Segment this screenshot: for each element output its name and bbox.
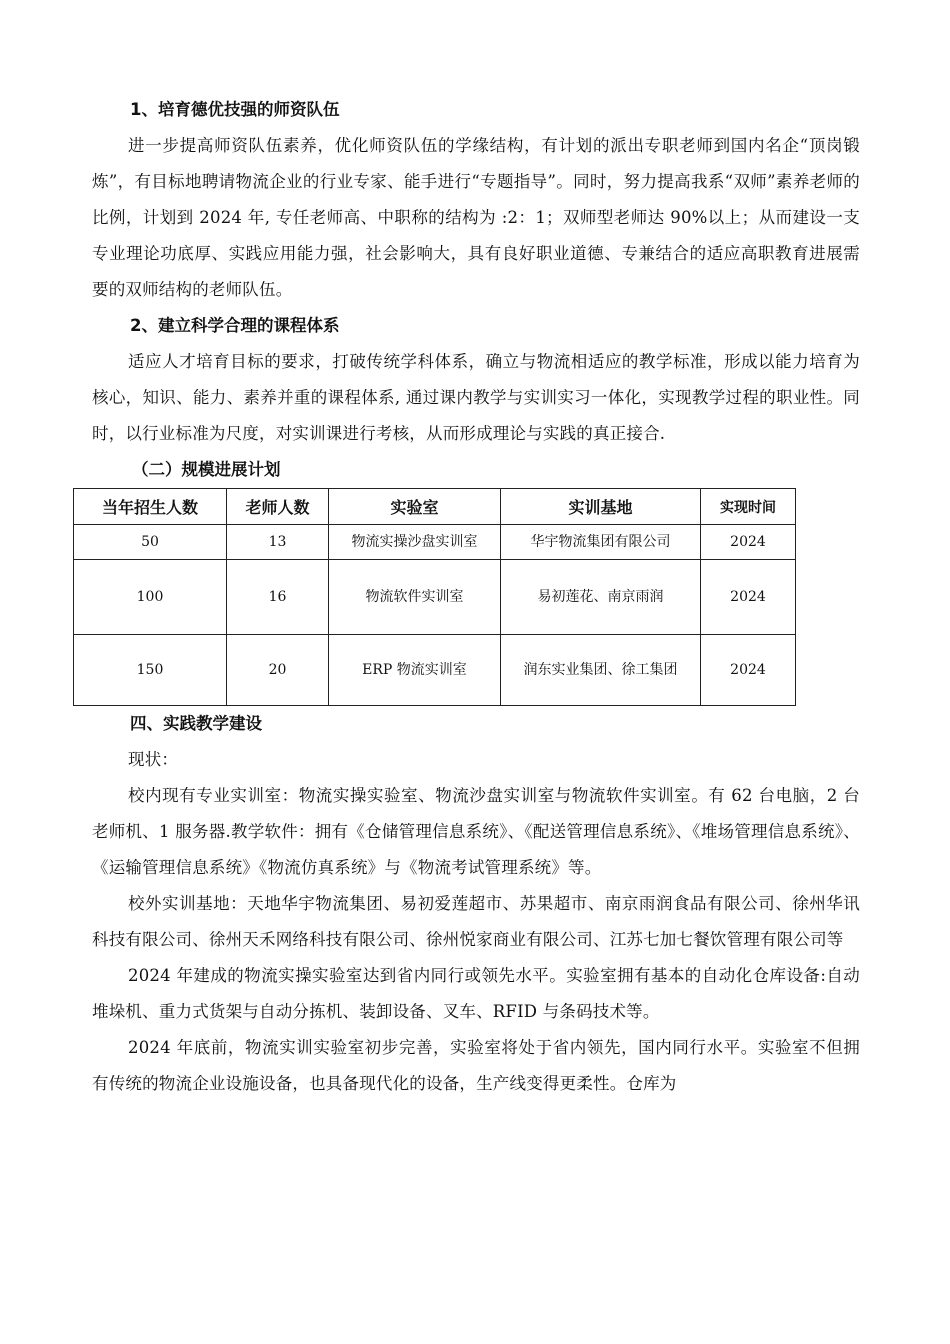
cell-base: 易初莲花、南京雨润 [501,560,701,635]
paragraph-internal-labs: 校内现有专业实训室：物流实操实验室、物流沙盘实训室与物流软件实训室。有 62 台电脑，2 台老师机、1 服务器.教学软件：拥有《仓储管理信息系统》、《配送管理信息系统》、《堆场管理信息系统》、《运输管理信息系统》《物流仿真系统》与《物流考试管理系统》等。 [92,786,860,877]
scale-plan-table [73,488,796,706]
table-row [74,635,796,706]
cell-teachers: 20 [227,635,329,706]
cell-enrollment: 100 [74,560,227,635]
document-page [92,92,860,1102]
cell-time: 2024 [701,635,796,706]
section-heading-faculty: 1、培育德优技强的师资队伍 [130,100,340,119]
header-enrollment: 当年招生人数 [74,489,227,525]
paragraph-curriculum: 适应人才培育目标的要求，打破传统学科体系，确立与物流相适应的教学标准，形成以能力培育为核心，知识、能力、素养并重的课程体系, 通过课内教学与实训实习一体化，实现教学过程的职业性。同时，以行业标准为尺度，对实训课进行考核，从而形成理论与实践的真正接合. [92,352,860,443]
paragraph-2024-end: 2024 年底前，物流实训实验室初步完善，实验室将处于省内领先，国内同行水平。实验室不但拥有传统的物流企业设施设备，也具备现代化的设备，生产线变得更柔性。仓库为 [92,1038,860,1093]
section-heading-practice: 四、实践教学建设 [130,714,262,733]
cell-lab: ERP 物流实训室 [329,635,501,706]
cell-teachers: 13 [227,525,329,560]
cell-base: 润东实业集团、徐工集团 [501,635,701,706]
paragraph-faculty: 进一步提高师资队伍素养，优化师资队伍的学缘结构，有计划的派出专职老师到国内名企“顶岗锻炼”，有目标地聘请物流企业的行业专家、能手进行“专题指导”。同时，努力提高我系“双师”素养老师的比例，计划到 2024 年, 专任老师高、中职称的结构为 :2：1；双师型老师达 90%以上；从而建设一支专业理论功底厚、实践应用能力强，社会影响大，具有良好职业道德、专兼结合的适应高职教育进展需要的双师结构的老师队伍。 [92,136,860,299]
cell-lab: 物流实操沙盘实训室 [329,525,501,560]
status-label: 现状： [128,750,179,769]
table-title: （二）规模进展计划 [132,460,281,479]
table-row [74,525,796,560]
header-base: 实训基地 [501,489,701,525]
cell-time: 2024 [701,560,796,635]
header-time: 实现时间 [701,489,796,525]
section-heading-curriculum: 2、建立科学合理的课程体系 [130,316,340,335]
header-teachers: 老师人数 [227,489,329,525]
cell-enrollment: 150 [74,635,227,706]
paragraph-external-bases: 校外实训基地：天地华宇物流集团、易初爱莲超市、苏果超市、南京雨润食品有限公司、徐州华讯科技有限公司、徐州天禾网络科技有限公司、徐州悦家商业有限公司、江苏七加七餐饮管理有限公司等 [92,894,860,949]
cell-teachers: 16 [227,560,329,635]
cell-enrollment: 50 [74,525,227,560]
table-header-row [74,489,796,525]
cell-lab: 物流软件实训室 [329,560,501,635]
paragraph-2024-lab: 2024 年建成的物流实操实验室达到省内同行或领先水平。实验室拥有基本的自动化仓库设备:自动堆垛机、重力式货架与自动分拣机、装卸设备、叉车、RFID 与条码技术等。 [92,966,860,1021]
table-row [74,560,796,635]
header-lab: 实验室 [329,489,501,525]
cell-time: 2024 [701,525,796,560]
cell-base: 华宇物流集团有限公司 [501,525,701,560]
